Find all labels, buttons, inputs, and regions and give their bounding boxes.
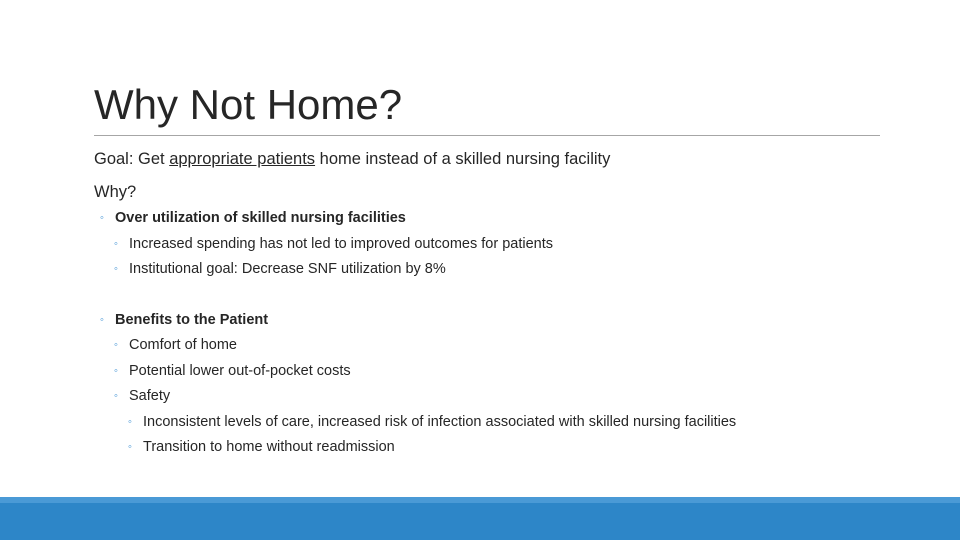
bullet-icon: ◦ [114,365,118,377]
list-item [114,362,351,381]
bullet-icon: ◦ [114,339,118,351]
list-item-text: Comfort of home [129,337,237,353]
list-item [114,260,446,279]
bullet-icon: ◦ [114,390,118,402]
list-item [114,387,170,406]
bullet-icon: ◦ [128,416,132,428]
bullet-icon: ◦ [114,238,118,250]
goal-underlined-text: appropriate patients [169,150,316,168]
footer-highlight [0,497,960,503]
bullet-icon: ◦ [100,212,104,224]
bullet-icon: ◦ [128,441,132,453]
list-item [114,336,237,355]
list-item-text: Increased spending has not led to improved outcomes for patients [129,236,553,252]
goal-suffix: home instead of a skilled nursing facility [315,150,611,168]
footer-accent-bar [0,497,960,540]
title-divider [94,135,880,136]
slide-title: Why Not Home? [94,81,403,128]
bullet-icon: ◦ [114,263,118,275]
why-label: Why? [94,183,137,201]
goal-statement [94,149,610,170]
list-item [128,413,736,432]
section-heading-over-utilization [100,209,406,228]
section-heading-text: Over utilization of skilled nursing facilities [115,210,406,226]
section-heading-text: Benefits to the Patient [115,312,269,328]
list-item-text: Potential lower out-of-pocket costs [129,363,351,379]
goal-prefix: Goal: Get [94,150,170,168]
list-item-text: Transition to home without readmission [143,439,395,455]
list-item [114,235,553,254]
bullet-icon: ◦ [100,314,104,326]
list-item-text: Safety [129,388,171,404]
list-item-text: Institutional goal: Decrease SNF utilization by 8% [129,261,446,277]
list-item [128,438,395,457]
section-heading-benefits [100,311,268,330]
list-item-text: Inconsistent levels of care, increased risk of infection associated with skilled nursing facilities [143,414,737,430]
